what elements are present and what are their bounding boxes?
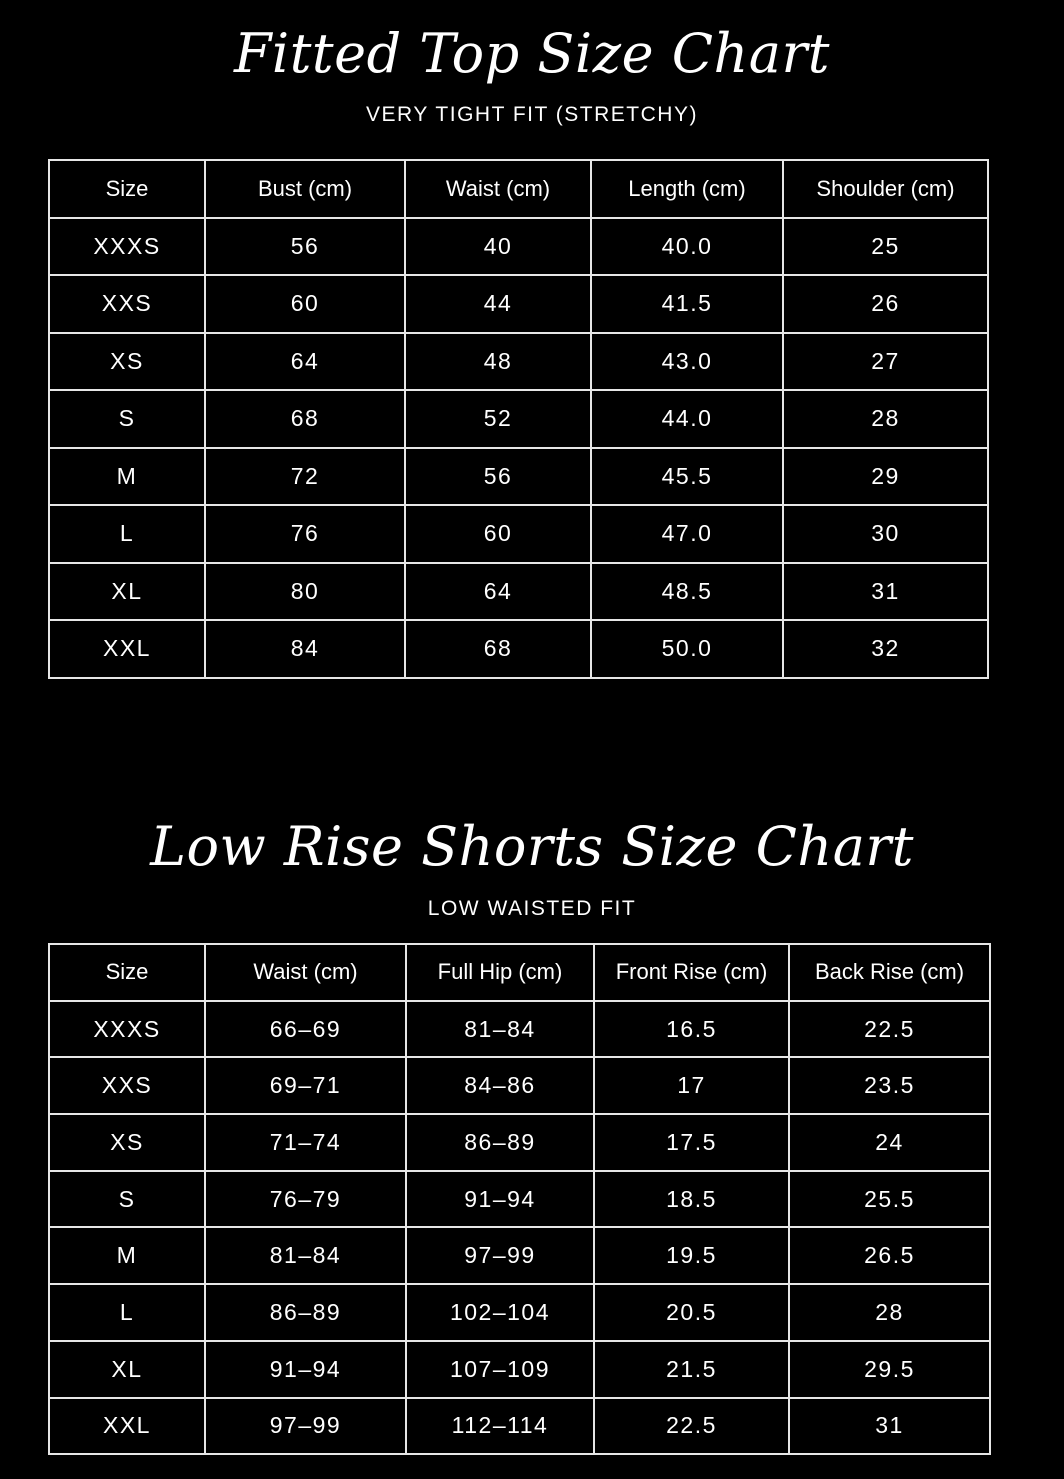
size-label-cell: XS (49, 333, 205, 391)
table-row (49, 1341, 990, 1398)
size-label-cell: XS (49, 1114, 205, 1171)
measurement-cell: 80 (205, 563, 405, 621)
measurement-cell: 20.5 (594, 1284, 789, 1341)
table-row (49, 505, 988, 563)
table-row (49, 620, 988, 678)
measurement-cell: 52 (405, 390, 591, 448)
shorts-chart-title: Low Rise Shorts Size Chart (150, 815, 914, 878)
table-row (49, 1284, 990, 1341)
measurement-cell: 17.5 (594, 1114, 789, 1171)
measurement-cell: 48 (405, 333, 591, 391)
size-label-cell: XL (49, 1341, 205, 1398)
measurement-cell: 30 (783, 505, 988, 563)
measurement-cell: 86–89 (406, 1114, 594, 1171)
table-header-row (49, 944, 990, 1001)
size-label-cell: M (49, 448, 205, 506)
measurement-cell: 76 (205, 505, 405, 563)
measurement-cell: 60 (405, 505, 591, 563)
table-row (49, 1001, 990, 1058)
measurement-cell: 29.5 (789, 1341, 990, 1398)
table-row (49, 275, 988, 333)
fitted-top-size-table (48, 159, 989, 679)
measurement-cell: 47.0 (591, 505, 783, 563)
measurement-cell: 44.0 (591, 390, 783, 448)
measurement-cell: 72 (205, 448, 405, 506)
measurement-cell: 64 (205, 333, 405, 391)
measurement-cell: 71–74 (205, 1114, 406, 1171)
measurement-cell: 40 (405, 218, 591, 276)
measurement-cell: 32 (783, 620, 988, 678)
measurement-cell: 22.5 (594, 1398, 789, 1455)
size-label-cell: S (49, 1171, 205, 1228)
measurement-cell: 24 (789, 1114, 990, 1171)
size-label-cell: L (49, 505, 205, 563)
measurement-cell: 56 (405, 448, 591, 506)
column-header: Shoulder (cm) (783, 160, 988, 218)
measurement-cell: 76–79 (205, 1171, 406, 1228)
table-row (49, 1114, 990, 1171)
measurement-cell: 27 (783, 333, 988, 391)
measurement-cell: 45.5 (591, 448, 783, 506)
measurement-cell: 25.5 (789, 1171, 990, 1228)
column-header: Back Rise (cm) (789, 944, 990, 1001)
measurement-cell: 43.0 (591, 333, 783, 391)
size-label-cell: S (49, 390, 205, 448)
size-label-cell: L (49, 1284, 205, 1341)
measurement-cell: 17 (594, 1057, 789, 1114)
table-row (49, 218, 988, 276)
column-header: Waist (cm) (205, 944, 406, 1001)
table-row (49, 448, 988, 506)
shorts-size-table (48, 943, 991, 1455)
measurement-cell: 69–71 (205, 1057, 406, 1114)
measurement-cell: 26 (783, 275, 988, 333)
measurement-cell: 84–86 (406, 1057, 594, 1114)
size-label-cell: M (49, 1227, 205, 1284)
column-header: Full Hip (cm) (406, 944, 594, 1001)
table-row (49, 1398, 990, 1455)
size-label-cell: XXS (49, 1057, 205, 1114)
table-header-row (49, 160, 988, 218)
size-label-cell: XXXS (49, 218, 205, 276)
table-row (49, 333, 988, 391)
measurement-cell: 112–114 (406, 1398, 594, 1455)
column-header: Front Rise (cm) (594, 944, 789, 1001)
measurement-cell: 91–94 (406, 1171, 594, 1228)
column-header: Waist (cm) (405, 160, 591, 218)
table-row (49, 390, 988, 448)
table-row (49, 1057, 990, 1114)
measurement-cell: 26.5 (789, 1227, 990, 1284)
measurement-cell: 84 (205, 620, 405, 678)
measurement-cell: 56 (205, 218, 405, 276)
shorts-chart-subtitle: LOW WAISTED FIT (427, 897, 637, 920)
measurement-cell: 81–84 (406, 1001, 594, 1058)
column-header: Bust (cm) (205, 160, 405, 218)
measurement-cell: 31 (783, 563, 988, 621)
measurement-cell: 22.5 (789, 1001, 990, 1058)
measurement-cell: 21.5 (594, 1341, 789, 1398)
measurement-cell: 91–94 (205, 1341, 406, 1398)
measurement-cell: 29 (783, 448, 988, 506)
measurement-cell: 68 (205, 390, 405, 448)
size-label-cell: XXL (49, 1398, 205, 1455)
top-chart-subtitle: VERY TIGHT FIT (STRETCHY) (366, 103, 698, 126)
measurement-cell: 44 (405, 275, 591, 333)
measurement-cell: 16.5 (594, 1001, 789, 1058)
measurement-cell: 31 (789, 1398, 990, 1455)
measurement-cell: 23.5 (789, 1057, 990, 1114)
measurement-cell: 28 (783, 390, 988, 448)
measurement-cell: 64 (405, 563, 591, 621)
measurement-cell: 28 (789, 1284, 990, 1341)
measurement-cell: 68 (405, 620, 591, 678)
measurement-cell: 25 (783, 218, 988, 276)
measurement-cell: 102–104 (406, 1284, 594, 1341)
measurement-cell: 50.0 (591, 620, 783, 678)
size-label-cell: XXS (49, 275, 205, 333)
measurement-cell: 60 (205, 275, 405, 333)
column-header: Length (cm) (591, 160, 783, 218)
column-header: Size (49, 944, 205, 1001)
top-chart-title: Fitted Top Size Chart (233, 22, 831, 85)
measurement-cell: 48.5 (591, 563, 783, 621)
measurement-cell: 86–89 (205, 1284, 406, 1341)
measurement-cell: 97–99 (205, 1398, 406, 1455)
size-label-cell: XL (49, 563, 205, 621)
table-row (49, 1227, 990, 1284)
table-row (49, 563, 988, 621)
size-label-cell: XXL (49, 620, 205, 678)
size-label-cell: XXXS (49, 1001, 205, 1058)
measurement-cell: 81–84 (205, 1227, 406, 1284)
table-row (49, 1171, 990, 1228)
measurement-cell: 19.5 (594, 1227, 789, 1284)
column-header: Size (49, 160, 205, 218)
measurement-cell: 66–69 (205, 1001, 406, 1058)
measurement-cell: 41.5 (591, 275, 783, 333)
measurement-cell: 18.5 (594, 1171, 789, 1228)
measurement-cell: 107–109 (406, 1341, 594, 1398)
measurement-cell: 40.0 (591, 218, 783, 276)
measurement-cell: 97–99 (406, 1227, 594, 1284)
